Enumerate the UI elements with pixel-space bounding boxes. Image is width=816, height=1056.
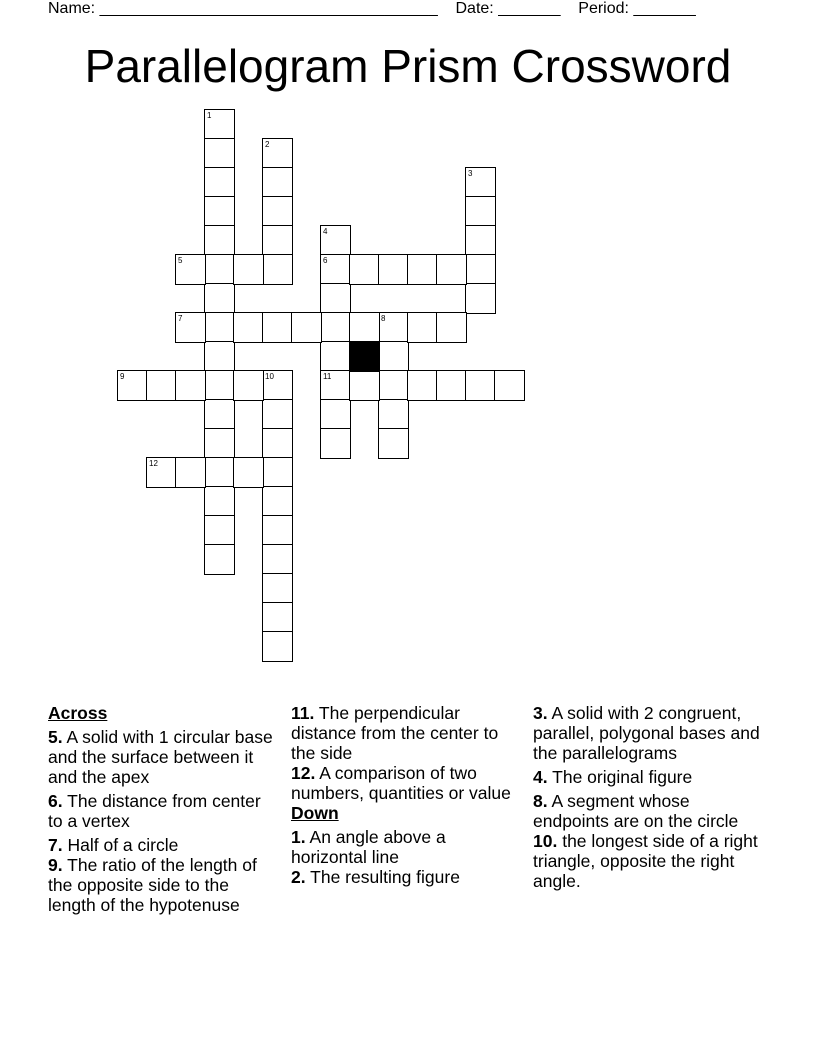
clue-text: A segment whose endpoints are on the circle bbox=[533, 791, 739, 831]
clue-number: 10. bbox=[533, 831, 558, 851]
clue-number-label: 10 bbox=[265, 372, 274, 381]
crossword-cell[interactable] bbox=[349, 254, 380, 285]
crossword-cell[interactable] bbox=[204, 544, 235, 575]
clue-text: the longest side of a right triangle, opposite the right angle. bbox=[533, 831, 758, 891]
crossword-cell[interactable] bbox=[146, 370, 177, 401]
crossword-cell[interactable] bbox=[378, 341, 409, 372]
clue-number-label: 1 bbox=[207, 111, 212, 120]
down-heading: Down bbox=[291, 803, 339, 823]
clue-number: 12. bbox=[291, 763, 316, 783]
clue-number-label: 4 bbox=[323, 227, 328, 236]
crossword-cell[interactable] bbox=[465, 196, 496, 227]
crossword-cell[interactable] bbox=[262, 573, 293, 604]
down-clue-2 bbox=[291, 867, 523, 887]
clue-number: 9. bbox=[48, 855, 63, 875]
clue-number: 3. bbox=[533, 703, 548, 723]
clue-number: 11. bbox=[291, 703, 315, 723]
crossword-cell[interactable] bbox=[320, 312, 351, 343]
crossword-cell[interactable] bbox=[262, 602, 293, 633]
clue-number: 7. bbox=[48, 835, 63, 855]
crossword-cell[interactable] bbox=[262, 138, 293, 169]
crossword-cell[interactable] bbox=[320, 225, 351, 256]
crossword-cell[interactable] bbox=[204, 399, 235, 430]
crossword-cell[interactable] bbox=[175, 254, 206, 285]
crossword-cell[interactable] bbox=[262, 515, 293, 546]
crossword-cell[interactable] bbox=[204, 167, 235, 198]
clue-number: 4. bbox=[533, 767, 548, 787]
crossword-cell[interactable] bbox=[204, 254, 235, 285]
crossword-cell[interactable] bbox=[465, 167, 496, 198]
crossword-cell[interactable] bbox=[204, 457, 235, 488]
crossword-cell[interactable] bbox=[407, 370, 438, 401]
clue-number-label: 5 bbox=[178, 256, 183, 265]
clue-text: An angle above a horizontal line bbox=[291, 827, 446, 867]
period-label: Period: bbox=[578, 0, 629, 17]
crossword-cell[interactable] bbox=[204, 370, 235, 401]
crossword-cell[interactable] bbox=[204, 486, 235, 517]
crossword-cell[interactable] bbox=[233, 312, 264, 343]
crossword-cell[interactable] bbox=[204, 109, 235, 140]
crossword-cell[interactable] bbox=[262, 486, 293, 517]
name-field[interactable]: ______________________________________ bbox=[99, 0, 438, 17]
crossword-cell[interactable] bbox=[407, 312, 438, 343]
crossword-cell[interactable] bbox=[204, 341, 235, 372]
crossword-cell[interactable] bbox=[378, 254, 409, 285]
clue-text: A comparison of two numbers, quantities or value bbox=[291, 763, 511, 803]
crossword-cell[interactable] bbox=[204, 428, 235, 459]
crossword-cell[interactable] bbox=[465, 254, 496, 285]
across-clue-9 bbox=[48, 855, 280, 915]
crossword-cell[interactable] bbox=[204, 196, 235, 227]
crossword-cell[interactable] bbox=[204, 225, 235, 256]
crossword-cell[interactable] bbox=[378, 428, 409, 459]
clues-column-3 bbox=[533, 703, 765, 895]
across-clue-12 bbox=[291, 763, 523, 803]
crossword-cell[interactable] bbox=[262, 428, 293, 459]
crossword-cell[interactable] bbox=[175, 457, 206, 488]
clue-number-label: 3 bbox=[468, 169, 473, 178]
crossword-cell[interactable] bbox=[117, 370, 148, 401]
name-label: Name: bbox=[48, 0, 96, 17]
crossword-cell[interactable] bbox=[436, 254, 467, 285]
crossword-cell[interactable] bbox=[262, 631, 293, 662]
crossword-cell[interactable] bbox=[378, 399, 409, 430]
crossword-cell[interactable] bbox=[320, 370, 351, 401]
across-clue-5 bbox=[48, 727, 280, 787]
down-clue-1 bbox=[291, 827, 523, 867]
down-clue-10 bbox=[533, 831, 765, 891]
crossword-cell[interactable] bbox=[175, 370, 206, 401]
crossword-cell[interactable] bbox=[262, 225, 293, 256]
crossword-cell[interactable] bbox=[146, 457, 177, 488]
clues-column-2 bbox=[291, 703, 523, 891]
clue-number-label: 2 bbox=[265, 140, 270, 149]
clue-number: 8. bbox=[533, 791, 548, 811]
crossword-cell[interactable] bbox=[262, 312, 293, 343]
crossword-cell[interactable] bbox=[436, 370, 467, 401]
clue-text: A solid with 2 congruent, parallel, polygonal bases and the parallelograms bbox=[533, 703, 760, 763]
crossword-cell[interactable] bbox=[320, 428, 351, 459]
crossword-cell[interactable] bbox=[204, 283, 235, 314]
clue-number-label: 8 bbox=[381, 314, 386, 323]
clue-text: The resulting figure bbox=[310, 867, 460, 887]
clue-number-label: 11 bbox=[323, 372, 332, 381]
across-clue-6 bbox=[48, 791, 280, 831]
across-clue-11 bbox=[291, 703, 523, 763]
clue-number-label: 7 bbox=[178, 314, 183, 323]
crossword-cell[interactable] bbox=[262, 196, 293, 227]
crossword-cell[interactable] bbox=[262, 370, 293, 401]
crossword-cell[interactable] bbox=[204, 515, 235, 546]
crossword-cell[interactable] bbox=[349, 312, 380, 343]
crossword-cell[interactable] bbox=[204, 138, 235, 169]
clue-number-label: 9 bbox=[120, 372, 125, 381]
clue-number: 2. bbox=[291, 867, 306, 887]
crossword-cell[interactable] bbox=[320, 283, 351, 314]
black-cell bbox=[349, 341, 380, 372]
crossword-cell[interactable] bbox=[465, 370, 496, 401]
date-field[interactable]: _______ bbox=[498, 0, 561, 17]
crossword-cell[interactable] bbox=[175, 312, 206, 343]
clue-text: The distance from center to a vertex bbox=[48, 791, 261, 831]
crossword-cell[interactable] bbox=[204, 312, 235, 343]
crossword-cell[interactable] bbox=[465, 283, 496, 314]
clue-text: The perpendicular distance from the center to the side bbox=[291, 703, 499, 763]
crossword-cell[interactable] bbox=[262, 457, 293, 488]
crossword-cell[interactable] bbox=[233, 457, 264, 488]
crossword-cell[interactable] bbox=[262, 167, 293, 198]
crossword-cell[interactable] bbox=[378, 370, 409, 401]
clue-number-label: 6 bbox=[323, 256, 328, 265]
clue-text: Half of a circle bbox=[67, 835, 179, 855]
page-title: Parallelogram Prism Crossword bbox=[84, 40, 732, 92]
clue-number-label: 12 bbox=[149, 459, 158, 468]
clue-number: 1. bbox=[291, 827, 306, 847]
clues-column-1 bbox=[48, 703, 280, 919]
crossword-cell[interactable] bbox=[349, 370, 380, 401]
crossword-cell[interactable] bbox=[233, 370, 264, 401]
period-field[interactable]: _______ bbox=[633, 0, 696, 17]
clue-number: 6. bbox=[48, 791, 63, 811]
crossword-cell[interactable] bbox=[494, 370, 525, 401]
clue-text: The ratio of the length of the opposite side to the length of the hypotenuse bbox=[48, 855, 257, 915]
crossword-cell[interactable] bbox=[262, 399, 293, 430]
crossword-cell[interactable] bbox=[320, 254, 351, 285]
clue-text: A solid with 1 circular base and the surface between it and the apex bbox=[48, 727, 273, 787]
date-label: Date: bbox=[455, 0, 494, 17]
crossword-cell[interactable] bbox=[378, 312, 409, 343]
across-clue-7 bbox=[48, 835, 280, 855]
across-heading: Across bbox=[48, 703, 108, 723]
crossword-cell[interactable] bbox=[291, 312, 322, 343]
crossword-cell[interactable] bbox=[262, 544, 293, 575]
crossword-cell[interactable] bbox=[262, 254, 293, 285]
crossword-cell[interactable] bbox=[465, 225, 496, 256]
crossword-cell[interactable] bbox=[407, 254, 438, 285]
down-clue-3 bbox=[533, 703, 765, 763]
clue-text: The original figure bbox=[552, 767, 693, 787]
clue-number: 5. bbox=[48, 727, 63, 747]
down-clue-8 bbox=[533, 791, 765, 831]
crossword-cell[interactable] bbox=[320, 341, 351, 372]
crossword-cell[interactable] bbox=[233, 254, 264, 285]
down-clue-4 bbox=[533, 767, 765, 787]
crossword-cell[interactable] bbox=[436, 312, 467, 343]
crossword-cell[interactable] bbox=[320, 399, 351, 430]
